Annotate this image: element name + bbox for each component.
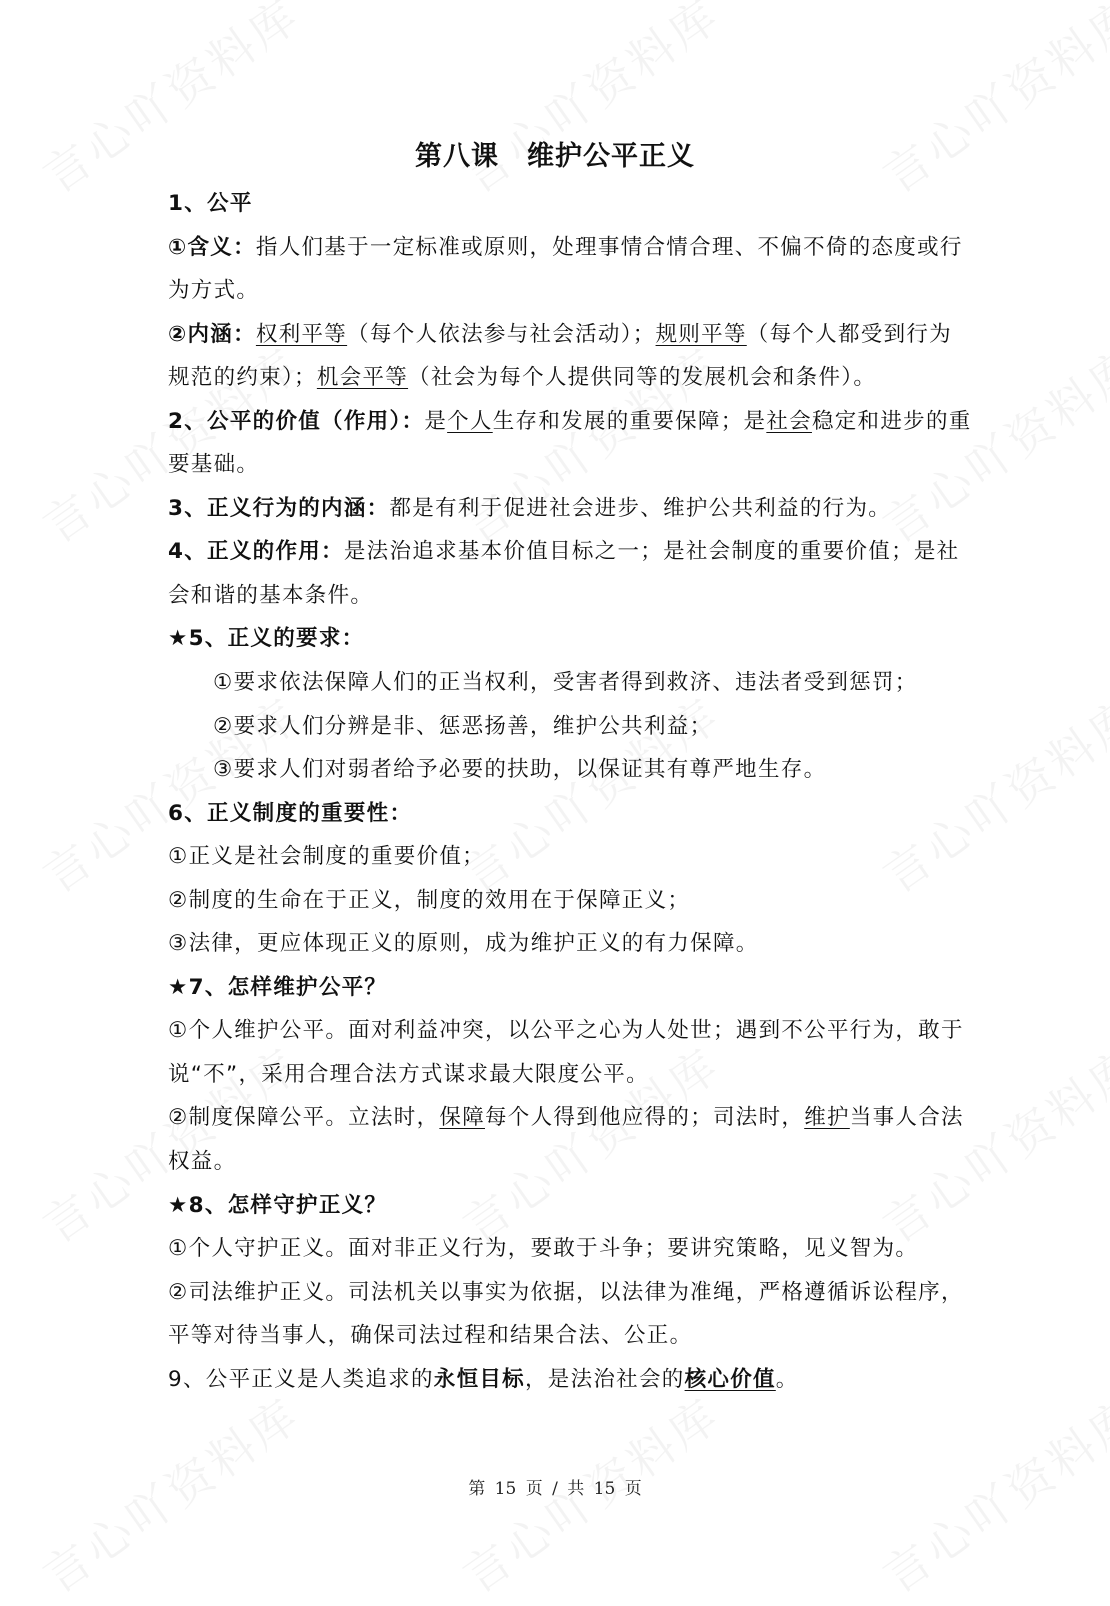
- text-segment: （每个人依法参与社会活动）；: [347, 321, 656, 347]
- text-line: [168, 835, 948, 879]
- text-line: [168, 1184, 948, 1228]
- underlined-text: 个人: [447, 408, 493, 434]
- text-segment: ②制度的生命在于正义，制度的效用在于保障正义；: [168, 887, 691, 913]
- bold-text: 永恒目标: [433, 1366, 525, 1392]
- text-segment: 说“不”，采用合理合法方式谋求最大限度公平。: [168, 1061, 649, 1087]
- underlined-text: 核心价值: [684, 1366, 776, 1392]
- text-segment: ①正义是社会制度的重要价值；: [168, 844, 485, 870]
- bold-text: ②内涵：: [168, 321, 256, 347]
- text-segment: ，是法治社会的: [524, 1366, 685, 1392]
- page-title: 第八课 维护公平正义: [415, 141, 695, 172]
- document-body: [168, 182, 972, 1401]
- text-line: [168, 356, 948, 400]
- text-line: [168, 1358, 948, 1402]
- text-segment: ③要求人们对弱者给予必要的扶助，以保证其有尊严地生存。: [213, 757, 827, 783]
- text-segment: 规范的约束）；: [168, 365, 317, 391]
- underlined-text: 规则平等: [655, 321, 747, 347]
- text-segment: ①个人维护公平。面对利益冲突，以公平之心为人处世；遇到不公平行为，敢于: [168, 1018, 964, 1044]
- text-segment: 为方式。: [168, 278, 260, 304]
- text-segment: 要基础。: [168, 452, 260, 478]
- text-segment: 是: [424, 408, 448, 434]
- page-footer: 第 15 页 / 共 15 页: [468, 1479, 642, 1499]
- text-line: [168, 1271, 964, 1315]
- text-line: [168, 792, 948, 836]
- text-line: [168, 617, 948, 661]
- text-segment: 都是有利于促进社会进步、维护公共利益的行为。: [389, 495, 892, 521]
- text-segment: 稳定和进步的重: [811, 408, 972, 434]
- bold-text: ★5、正义的要求：: [168, 626, 365, 652]
- text-segment: 指人们基于一定标准或原则，处理事情合情合理、不偏不倚的态度或行: [255, 234, 963, 260]
- underlined-text: 权利平等: [255, 321, 348, 347]
- underlined-text: 机会平等: [316, 365, 409, 391]
- bold-text: ①含义：: [168, 234, 256, 260]
- text-segment: ③法律，更应体现正义的原则，成为维护正义的有力保障。: [168, 931, 759, 957]
- bold-text: 3、正义行为的内涵：: [168, 495, 390, 521]
- watermark: [448, 0, 732, 206]
- text-segment: ②司法维护正义。司法机关以事实为依据，以法律为准绳，严格遵循诉讼程序，: [168, 1279, 964, 1305]
- text-line: [168, 269, 948, 313]
- watermark: [868, 0, 1110, 206]
- text-line: [168, 879, 948, 923]
- text-line: [168, 400, 972, 444]
- text-segment: 是法治追求基本价值目标之一；是社会制度的重要价值；是社: [343, 539, 960, 565]
- underlined-text: 维护: [804, 1105, 850, 1131]
- text-line: [168, 313, 952, 357]
- text-segment: 每个人得到他应得的；司法时，: [485, 1105, 805, 1131]
- text-line: [168, 1227, 948, 1271]
- watermark: [28, 0, 312, 206]
- text-segment: 会和谐的基本条件。: [168, 582, 374, 608]
- text-segment: 权益。: [168, 1149, 237, 1175]
- text-line: [168, 1053, 948, 1097]
- text-line: [168, 574, 948, 618]
- text-line: [168, 966, 948, 1010]
- text-segment: （社会为每个人提供同等的发展机会和条件）。: [408, 365, 877, 391]
- text-line: [168, 705, 948, 749]
- text-segment: ②制度保障公平。立法时，: [168, 1105, 440, 1131]
- bold-text: ★8、怎样守护正义？: [168, 1192, 388, 1218]
- text-segment: 9、公平正义是人类追求的: [168, 1366, 434, 1392]
- bold-text: 6、正义制度的重要性：: [168, 800, 413, 826]
- text-segment: ①个人守护正义。面对非正义行为，要敢于斗争；要讲究策略，见义智为。: [168, 1236, 919, 1262]
- underlined-text: 社会: [766, 408, 812, 434]
- text-line: [168, 443, 948, 487]
- bold-text: ★7、怎样维护公平？: [168, 974, 388, 1000]
- bold-text: 2、公平的价值（作用）：: [168, 408, 425, 434]
- bold-text: 4、正义的作用：: [168, 539, 344, 565]
- text-segment: 生存和发展的重要保障；是: [492, 408, 767, 434]
- text-segment: （每个人都受到行为: [746, 321, 952, 347]
- text-line: [168, 661, 948, 705]
- text-line: [168, 530, 960, 574]
- text-line: [168, 487, 948, 531]
- text-line: [168, 226, 963, 270]
- text-line: [168, 182, 948, 226]
- bold-text: 1、公平: [168, 191, 253, 216]
- text-segment: 。: [775, 1366, 799, 1392]
- underlined-text: 保障: [439, 1105, 485, 1131]
- text-line: [168, 748, 948, 792]
- text-line: [168, 922, 948, 966]
- text-line: [168, 1009, 964, 1053]
- text-segment: 当事人合法: [849, 1105, 964, 1131]
- text-line: [168, 1096, 964, 1140]
- text-line: [168, 1314, 948, 1358]
- text-segment: ②要求人们分辨是非、惩恶扬善，维护公共利益；: [213, 713, 713, 739]
- text-line: [168, 1140, 948, 1184]
- text-segment: 平等对待当事人，确保司法过程和结果合法、公正。: [168, 1323, 693, 1349]
- text-segment: ①要求依法保障人们的正当权利，受害者得到救济、违法者受到惩罚；: [213, 670, 918, 696]
